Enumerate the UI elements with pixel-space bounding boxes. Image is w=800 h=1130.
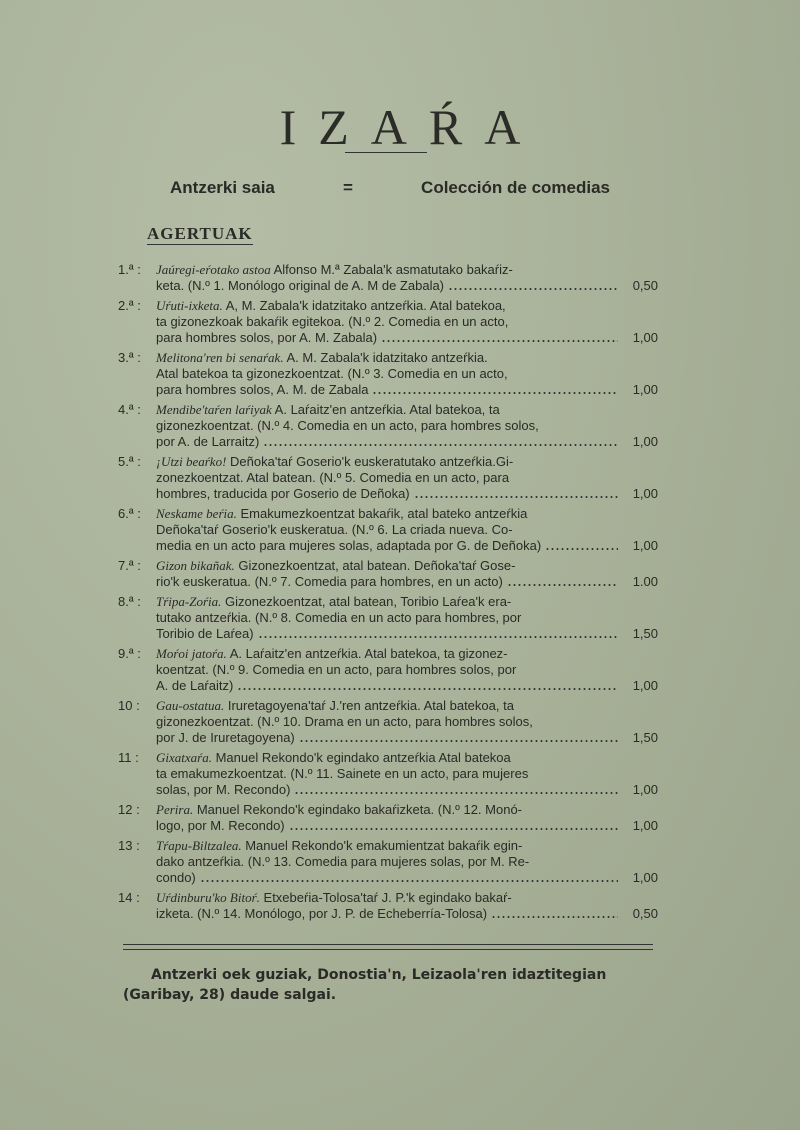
catalog-entry	[118, 594, 658, 642]
entry-price: 1,00	[632, 382, 658, 397]
entry-line	[156, 366, 658, 382]
title-rule	[345, 152, 427, 153]
catalog-entry	[118, 890, 658, 922]
subtitle-basque: Antzerki saia	[170, 178, 275, 197]
entry-text-line	[156, 506, 527, 522]
entry-number: 3.ª :	[118, 350, 141, 365]
entry-price: 1,50	[632, 626, 658, 641]
entry-line	[156, 522, 658, 538]
entry-text-line	[156, 698, 514, 714]
entry-description: Gizonezkoentzat, atal batean, Toribio Laŕea'k era-	[221, 594, 512, 609]
entry-line	[156, 434, 658, 450]
entry-number: 13 :	[118, 838, 140, 853]
entry-text-line	[156, 802, 522, 818]
entry-number: 5.ª :	[118, 454, 141, 469]
entry-price: 0,50	[632, 906, 658, 921]
dot-leader	[294, 792, 618, 794]
entry-body	[156, 262, 658, 294]
catalog-entry	[118, 350, 658, 398]
entry-description: Manuel Rekondo'k egindako bakaŕizketa. (N.º 12. Monó-	[193, 802, 522, 817]
entry-title: Gixatxaŕa.	[156, 750, 212, 765]
entry-line	[156, 906, 658, 922]
entry-description: Alfonso M.ª Zabala'k asmatutako bakaŕiz-	[270, 262, 513, 277]
entry-line	[156, 314, 658, 330]
catalog-entry	[118, 506, 658, 554]
subtitle-row	[170, 178, 610, 198]
entry-line	[156, 698, 658, 714]
entry-text-line	[156, 402, 500, 418]
entry-text-line: A. de Laŕaitz)	[156, 678, 234, 693]
catalog-entry	[118, 698, 658, 746]
dot-leader	[289, 828, 618, 830]
entry-title: Mendibe'taŕen laŕiyak	[156, 402, 272, 417]
entry-text-line	[156, 454, 513, 470]
entry-text-line: gizonezkoentzat. (N.º 10. Drama en un acto, para hombres solos,	[156, 714, 533, 729]
entry-price: 1,00	[632, 782, 658, 797]
entry-number: 2.ª :	[118, 298, 141, 313]
entry-description: Iruretagoyena'taŕ J.'ren antzeŕkia. Atal batekoa, ta	[224, 698, 514, 713]
entry-title: Gizon bikañak.	[156, 558, 235, 573]
entry-text-line: zonezkoentzat. Atal batean. (N.º 5. Comedia en un acto, para	[156, 470, 510, 485]
dot-leader	[414, 496, 618, 498]
entry-text-line: Deñoka'taŕ Goserio'k euskeratua. (N.º 6. La criada nueva. Co-	[156, 522, 513, 537]
entry-body	[156, 646, 658, 694]
entry-price: 1,00	[632, 538, 658, 553]
entry-line	[156, 278, 658, 294]
entry-line	[156, 714, 658, 730]
entry-title: Moŕoi jatoŕa.	[156, 646, 227, 661]
entry-description: Manuel Rekondo'k emakumientzat bakaŕik egin-	[241, 838, 523, 853]
entry-body	[156, 402, 658, 450]
entry-body	[156, 698, 658, 746]
double-rule	[123, 944, 653, 950]
entry-price: 1,00	[632, 486, 658, 501]
entry-number: 4.ª :	[118, 402, 141, 417]
catalog-entry	[118, 298, 658, 346]
entry-price: 1,00	[632, 818, 658, 833]
entry-price: 1,00	[632, 678, 658, 693]
entry-text-line: condo)	[156, 870, 196, 885]
entry-number: 11 :	[118, 750, 139, 765]
entry-line	[156, 890, 658, 906]
entry-text-line: dako antzeŕkia. (N.º 13. Comedia para mujeres solas, por M. Re-	[156, 854, 530, 869]
entry-line	[156, 870, 658, 886]
dot-leader	[381, 340, 618, 342]
entry-text-line: logo, por M. Recondo)	[156, 818, 285, 833]
catalog-list	[118, 262, 658, 926]
entry-line	[156, 750, 658, 766]
entry-price: 0,50	[632, 278, 658, 293]
entry-text-line: koentzat. (N.º 9. Comedia en un acto, para hombres solos, por	[156, 662, 517, 677]
entry-description: A. Laŕaitz'en antzeŕkia. Atal batekoa, ta	[271, 402, 500, 417]
entry-body	[156, 558, 658, 590]
entry-text-line: gizonezkoentzat. (N.º 4. Comedia en un acto, para hombres solos,	[156, 418, 539, 433]
entry-price: 1,00	[632, 330, 658, 345]
catalog-entry	[118, 802, 658, 834]
entry-price: 1,00	[632, 870, 658, 885]
entry-line	[156, 838, 658, 854]
entry-body	[156, 838, 658, 886]
entry-number: 14 :	[118, 890, 140, 905]
entry-line	[156, 382, 658, 398]
entry-text-line	[156, 890, 512, 906]
entry-line	[156, 486, 658, 502]
entry-text-line: solas, por M. Recondo)	[156, 782, 291, 797]
entry-line	[156, 610, 658, 626]
entry-line	[156, 678, 658, 694]
entry-description: Emakumezkoentzat bakaŕik, atal bateko antzeŕkia	[236, 506, 528, 521]
catalog-entry	[118, 750, 658, 798]
entry-body	[156, 802, 658, 834]
entry-line	[156, 330, 658, 346]
entry-line	[156, 350, 658, 366]
entry-text-line	[156, 558, 515, 574]
entry-text-line: media en un acto para mujeres solas, adaptada por G. de Deñoka)	[156, 538, 542, 553]
entry-line	[156, 262, 658, 278]
entry-description: Gizonezkoentzat, atal batean. Deñoka'taŕ Gose-	[234, 558, 516, 573]
entry-text-line: ta gizonezkoak bakaŕik egitekoa. (N.º 2. Comedia en un acto,	[156, 314, 509, 329]
entry-title: Tŕapu-Biltzalea.	[156, 838, 242, 853]
footer-line-1: Antzerki oek guziak, Donostia'n, Leizaola'ren idaztitegian	[151, 967, 607, 983]
entry-body	[156, 890, 658, 922]
dot-leader	[372, 392, 618, 394]
entry-number: 1.ª :	[118, 262, 141, 277]
catalog-entry	[118, 402, 658, 450]
entry-body	[156, 350, 658, 398]
entry-title: Uŕdinburu'ko Bitoŕ.	[156, 890, 260, 905]
entry-description: A, M. Zabala'k idatzitako antzeŕkia. Atal batekoa,	[222, 298, 506, 313]
entry-price: 1,50	[632, 730, 658, 745]
dot-leader	[491, 916, 618, 918]
entry-line	[156, 470, 658, 486]
entry-line	[156, 506, 658, 522]
entry-description: A. Laŕaitz'en antzeŕkia. Atal batekoa, ta gizonez-	[226, 646, 508, 661]
entry-line	[156, 662, 658, 678]
entry-line	[156, 454, 658, 470]
entry-title: Neskame beŕia.	[156, 506, 237, 521]
entry-text-line	[156, 750, 511, 766]
catalog-entry	[118, 646, 658, 694]
entry-line	[156, 558, 658, 574]
entry-text-line	[156, 350, 488, 366]
entry-line	[156, 594, 658, 610]
footer-line-2: (Garibay, 28) daude salgai.	[123, 987, 337, 1003]
dot-leader	[507, 584, 618, 586]
subtitle-spanish: Colección de comedias	[421, 178, 610, 197]
entry-title: ¡Utzi beaŕko!	[156, 454, 227, 469]
catalog-entry	[118, 454, 658, 502]
entry-line	[156, 730, 658, 746]
entry-line	[156, 574, 658, 590]
entry-text-line: keta. (N.º 1. Monólogo original de A. M de Zabala)	[156, 278, 445, 293]
entry-title: Gau-ostatua.	[156, 698, 225, 713]
entry-text-line: para hombres solos, A. M. de Zabala	[156, 382, 369, 397]
entry-text-line: por J. de Iruretagoyena)	[156, 730, 295, 745]
entry-line	[156, 802, 658, 818]
entry-text-line: izketa. (N.º 14. Monólogo, por J. P. de Echeberría-Tolosa)	[156, 906, 488, 921]
entry-title: Uŕuti-ixketa.	[156, 298, 223, 313]
entry-number: 8.ª :	[118, 594, 141, 609]
subtitle-separator: =	[343, 178, 353, 197]
entry-line	[156, 418, 658, 434]
dot-leader	[200, 880, 618, 882]
catalog-entry	[118, 558, 658, 590]
entry-number: 10 :	[118, 698, 140, 713]
catalog-entry	[118, 838, 658, 886]
footer-note	[123, 965, 658, 1005]
entry-line	[156, 298, 658, 314]
entry-line	[156, 402, 658, 418]
entry-text-line	[156, 594, 511, 610]
entry-text-line	[156, 262, 513, 278]
entry-body	[156, 594, 658, 642]
entry-body	[156, 454, 658, 502]
entry-text-line: hombres, traducida por Goserio de Deñoka)	[156, 486, 410, 501]
entry-title: Melitona'ren bi senaŕak.	[156, 350, 284, 365]
entry-number: 6.ª :	[118, 506, 141, 521]
entry-text-line: para hombres solos, por A. M. Zabala)	[156, 330, 378, 345]
entry-text-line: Toribio de Laŕea)	[156, 626, 254, 641]
entry-line	[156, 766, 658, 782]
entry-text-line	[156, 298, 506, 314]
entry-text-line: ta emakumezkoentzat. (N.º 11. Sainete en un acto, para mujeres	[156, 766, 529, 781]
entry-title: Jaúregi-eŕotako astoa	[156, 262, 271, 277]
dot-leader	[448, 288, 618, 290]
entry-line	[156, 818, 658, 834]
dot-leader	[299, 740, 618, 742]
entry-text-line: rio'k euskeratua. (N.º 7. Comedia para hombres, en un acto)	[156, 574, 503, 589]
section-heading: AGERTUAK	[147, 224, 253, 243]
entry-description: Manuel Rekondo'k egindako antzeŕkia Atal batekoa	[211, 750, 511, 765]
dot-leader	[237, 688, 618, 690]
entry-body	[156, 750, 658, 798]
entry-line	[156, 626, 658, 642]
entry-number: 9.ª :	[118, 646, 141, 661]
entry-title: Tŕipa-Zoŕia.	[156, 594, 222, 609]
catalog-entry	[118, 262, 658, 294]
entry-number: 7.ª :	[118, 558, 141, 573]
series-title: IZAŔA	[279, 99, 543, 155]
entry-text-line: tutako antzeŕkia. (N.º 8. Comedia en un acto para hombres, por	[156, 610, 522, 625]
entry-price: 1,00	[632, 434, 658, 449]
entry-line	[156, 782, 658, 798]
entry-price: 1.00	[632, 574, 658, 589]
dot-leader	[263, 444, 618, 446]
entry-text-line	[156, 646, 508, 662]
entry-description: Deñoka'taŕ Goserio'k euskeratutako antzeŕkia.Gi-	[226, 454, 514, 469]
entry-title: Perira.	[156, 802, 194, 817]
entry-text-line: Atal batekoa ta gizonezkoentzat. (N.º 3. Comedia en un acto,	[156, 366, 508, 381]
entry-body	[156, 506, 658, 554]
dot-leader	[545, 548, 618, 550]
dot-leader	[258, 636, 618, 638]
entry-line	[156, 854, 658, 870]
entry-description: A. M. Zabala'k idatzitako antzeŕkia.	[283, 350, 488, 365]
entry-number: 12 :	[118, 802, 140, 817]
entry-text-line: por A. de Larraitz)	[156, 434, 260, 449]
entry-body	[156, 298, 658, 346]
entry-line	[156, 538, 658, 554]
entry-description: Etxebeŕia-Tolosa'taŕ J. P.'k egindako bakaŕ-	[259, 890, 512, 905]
entry-line	[156, 646, 658, 662]
entry-text-line	[156, 838, 522, 854]
